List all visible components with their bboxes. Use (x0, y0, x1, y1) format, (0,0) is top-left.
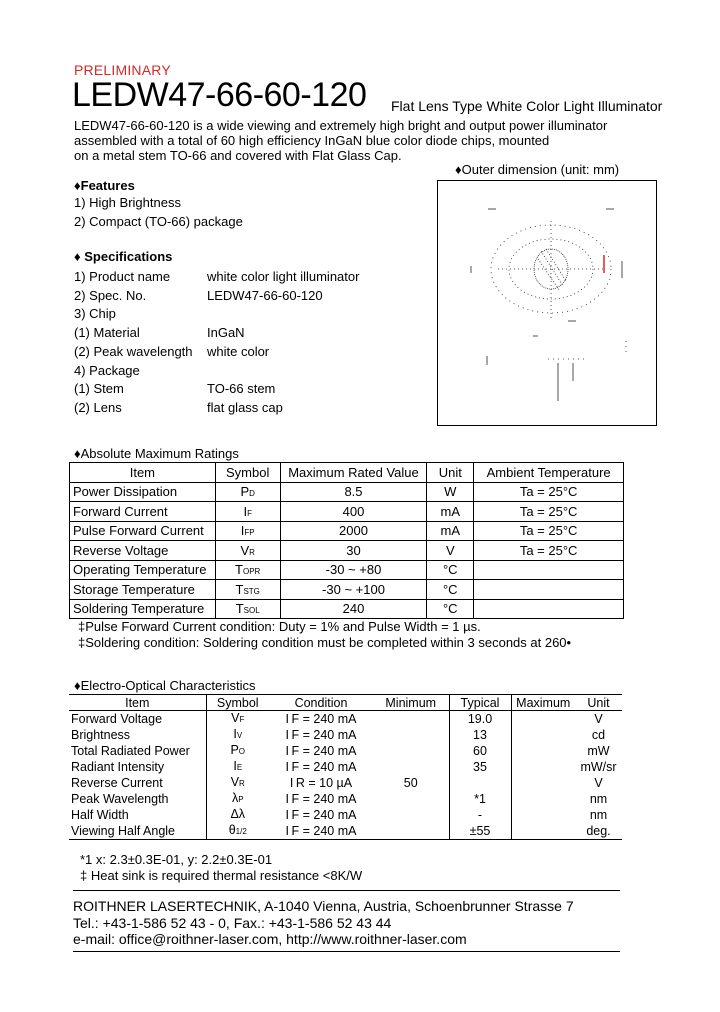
minimum-cell: 50 (403, 775, 418, 790)
symbol-main: λ (231, 791, 239, 805)
symbol-subscript: FP (244, 528, 255, 538)
value-cell: 2000 (280, 521, 427, 541)
unit-cell: °C (427, 560, 474, 580)
symbol-subscript: STG (243, 586, 260, 596)
column-header: Unit (575, 695, 622, 711)
typical-cell (449, 775, 511, 791)
typical-cell: ±55 (449, 823, 511, 840)
column-header: Ambient Temperature (474, 463, 624, 483)
maximum-cell (511, 807, 575, 823)
spec-label: (1) Material (74, 325, 140, 340)
column-header: Item (70, 463, 216, 483)
spec-label: 2) Spec. No. (74, 288, 147, 303)
item-cell: Total Radiated Power (71, 743, 190, 758)
table-row (69, 711, 622, 728)
column-header: Condition (269, 695, 373, 711)
table-row (70, 521, 624, 541)
electro-optical-note: ‡ Heat sink is required thermal resistance <8K/W (80, 868, 363, 883)
condition-cell: I F = 240 mA (285, 727, 357, 742)
dimension-heading: ♦Outer dimension (unit: mm) (455, 162, 620, 177)
spec-value: white color light illuminator (207, 269, 360, 284)
symbol-subscript: F (247, 508, 252, 518)
spec-label: (1) Stem (74, 381, 124, 396)
item-cell: Reverse Voltage (70, 541, 216, 561)
temperature-cell (474, 560, 624, 580)
condition-cell: I F = 240 mA (285, 791, 357, 806)
specifications-heading: ♦ Specifications (74, 249, 173, 264)
unit-cell: cd (591, 727, 606, 742)
symbol-cell (206, 743, 269, 759)
value-cell: 8.5 (280, 482, 427, 502)
intro-line: LEDW47-66-60-120 is a wide viewing and extremely high bright and output power illuminator (74, 118, 608, 133)
minimum-cell (373, 711, 449, 728)
spec-label: (2) Lens (74, 400, 122, 415)
item-cell: Reverse Current (71, 775, 163, 790)
symbol-main: I (233, 759, 237, 773)
value-cell: -30 ~ +100 (280, 580, 427, 600)
typical-cell: 60 (449, 743, 511, 759)
condition-cell: I R = 10 µA (289, 775, 353, 790)
symbol-main: P (230, 743, 239, 757)
symbol-subscript: 1/2 (235, 827, 247, 836)
symbol-cell (215, 521, 280, 541)
symbol-main: V (230, 775, 240, 789)
table-row (70, 482, 624, 502)
value-cell: -30 ~ +80 (280, 560, 427, 580)
spec-value: white color (207, 344, 270, 359)
condition-cell: I F = 240 mA (285, 807, 357, 822)
unit-cell: °C (427, 580, 474, 600)
electro-optical-note: *1 x: 2.3±0.3E-01, y: 2.2±0.3E-01 (80, 852, 273, 867)
dimension-drawing-svg (438, 181, 656, 425)
symbol-subscript: V (236, 731, 243, 740)
unit-cell: mW/sr (580, 759, 617, 774)
electro-optical-table (69, 694, 622, 840)
table-header-row (69, 695, 622, 711)
column-header: Minimum (373, 695, 449, 711)
unit-cell: mA (427, 521, 474, 541)
unit-cell: mW (587, 743, 610, 758)
spec-label: (2) Peak wavelength (74, 344, 193, 359)
symbol-cell (206, 823, 269, 840)
symbol-main: I (243, 503, 248, 519)
absolute-ratings-table (69, 462, 624, 619)
unit-cell: V (594, 775, 603, 790)
footer-contact: e-mail: office@roithner-laser.com, http://www.roithner-laser.com (73, 931, 467, 947)
table-row (70, 580, 624, 600)
symbol-cell (215, 482, 280, 502)
table-row (70, 541, 624, 561)
item-cell: Pulse Forward Current (70, 521, 216, 541)
temperature-cell: Ta = 25°C (474, 521, 624, 541)
table-row (69, 775, 622, 791)
item-cell: Forward Voltage (71, 711, 163, 726)
spec-value: flat glass cap (207, 400, 283, 415)
maximum-cell (511, 791, 575, 807)
table-row (69, 807, 622, 823)
table-row (69, 759, 622, 775)
spec-label: 4) Package (74, 363, 140, 378)
unit-cell: W (427, 482, 474, 502)
spec-label: 1) Product name (74, 269, 171, 284)
item-cell: Brightness (71, 727, 131, 742)
symbol-cell (206, 759, 269, 775)
minimum-cell (373, 823, 449, 840)
spec-value: LEDW47-66-60-120 (207, 288, 323, 303)
symbol-subscript: P (238, 795, 244, 804)
symbol-subscript: OPR (243, 567, 261, 577)
condition-cell: I F = 240 mA (285, 743, 357, 758)
symbol-subscript: R (249, 547, 255, 557)
maximum-cell (511, 711, 575, 728)
minimum-cell (373, 759, 449, 775)
condition-cell: I F = 240 mA (269, 823, 373, 840)
item-cell: Power Dissipation (70, 482, 216, 502)
intro-line: on a metal stem TO-66 and covered with Flat Glass Cap. (74, 148, 402, 163)
symbol-cell (206, 775, 269, 791)
typical-cell: - (449, 807, 511, 823)
spec-label: 3) Chip (74, 306, 116, 321)
minimum-cell (373, 791, 449, 807)
table-row (69, 823, 622, 840)
symbol-subscript: E (236, 763, 243, 772)
column-header: Typical (449, 695, 511, 711)
symbol-cell (215, 599, 280, 619)
column-header: Symbol (215, 463, 280, 483)
symbol-cell (215, 580, 280, 600)
column-header: Maximum Rated Value (280, 463, 427, 483)
table-row (70, 599, 624, 619)
unit-cell: °C (427, 599, 474, 619)
intro-line: assembled with a total of 60 high efficiency InGaN blue color diode chips, mounted (74, 133, 550, 148)
table-row (69, 791, 622, 807)
absolute-ratings-note: ‡Soldering condition: Soldering condition must be completed within 3 seconds at 260• (78, 635, 572, 650)
page-title: LEDW47-66-60-120 (72, 76, 367, 114)
unit-cell: V (594, 711, 603, 726)
electro-optical-heading: ♦Electro-Optical Characteristics (74, 678, 256, 693)
unit-cell: V (427, 541, 474, 561)
absolute-ratings-heading: ♦Absolute Maximum Ratings (74, 446, 239, 461)
symbol-cell (206, 807, 269, 823)
page-subtitle: Flat Lens Type White Color Light Illuminator (391, 98, 663, 114)
minimum-cell (373, 743, 449, 759)
item-cell: Radiant Intensity (71, 759, 165, 774)
maximum-cell (511, 743, 575, 759)
item-cell: Half Width (71, 807, 129, 822)
temperature-cell (474, 599, 624, 619)
symbol-subscript: R (239, 779, 245, 788)
temperature-cell: Ta = 25°C (474, 502, 624, 522)
maximum-cell (511, 759, 575, 775)
column-header: Symbol (206, 695, 269, 711)
symbol-cell (206, 711, 269, 728)
typical-cell: 35 (449, 759, 511, 775)
symbol-subscript: D (249, 489, 255, 499)
item-cell: Soldering Temperature (70, 599, 216, 619)
symbol-main: I (233, 727, 237, 741)
unit-cell: nm (589, 791, 608, 806)
preliminary-label: PRELIMINARY (74, 62, 171, 78)
temperature-cell: Ta = 25°C (474, 541, 624, 561)
temperature-cell (474, 580, 624, 600)
item-cell: Viewing Half Angle (69, 823, 206, 840)
symbol-main: V (240, 542, 250, 558)
item-cell: Forward Current (70, 502, 216, 522)
column-header: Unit (427, 463, 474, 483)
absolute-ratings-note: ‡Pulse Forward Current condition: Duty = 1% and Pulse Width = 1 µs. (78, 619, 481, 634)
symbol-main: T (235, 601, 244, 617)
feature-item: 1) High Brightness (74, 195, 181, 210)
item-cell: Operating Temperature (70, 560, 216, 580)
symbol-main: θ (228, 823, 236, 837)
table-row (69, 743, 622, 759)
column-header: Maximum (511, 695, 575, 711)
typical-cell: *1 (449, 791, 511, 807)
symbol-main: P (240, 484, 250, 500)
symbol-main: I (240, 523, 245, 539)
footer-phone: Tel.: +43-1-586 52 43 - 0, Fax.: +43-1-586 52 43 44 (73, 914, 392, 931)
table-row (70, 502, 624, 522)
symbol-main: T (235, 581, 244, 597)
symbol-cell (215, 560, 280, 580)
unit-cell: nm (589, 807, 608, 822)
unit-cell: mA (427, 502, 474, 522)
minimum-cell (373, 807, 449, 823)
typical-cell: 19.0 (449, 711, 511, 728)
maximum-cell (511, 727, 575, 743)
item-cell: Peak Wavelength (71, 791, 169, 806)
condition-cell: I F = 240 mA (285, 711, 357, 726)
company-footer (73, 890, 620, 952)
symbol-subscript: F (239, 715, 245, 724)
symbol-cell (215, 502, 280, 522)
spec-value: TO-66 stem (207, 381, 276, 396)
typical-cell: 13 (449, 727, 511, 743)
value-cell: 30 (280, 541, 427, 561)
dimension-drawing (437, 180, 657, 426)
symbol-cell (206, 791, 269, 807)
symbol-subscript: SOL (243, 606, 260, 616)
value-cell: 240 (280, 599, 427, 619)
temperature-cell: Ta = 25°C (474, 482, 624, 502)
unit-cell: deg. (575, 823, 622, 840)
symbol-main: T (235, 562, 243, 578)
column-header: Item (69, 695, 206, 711)
item-cell: Storage Temperature (70, 580, 216, 600)
symbol-cell (215, 541, 280, 561)
table-header-row (70, 463, 624, 483)
symbol-main: V (231, 711, 240, 725)
intro-paragraph (74, 118, 607, 163)
spec-value: InGaN (207, 325, 245, 340)
minimum-cell (373, 727, 449, 743)
feature-item: 2) Compact (TO-66) package (74, 214, 243, 229)
symbol-cell (206, 727, 269, 743)
maximum-cell (511, 823, 575, 840)
table-row (70, 560, 624, 580)
condition-cell: I F = 240 mA (285, 759, 357, 774)
table-row (69, 727, 622, 743)
maximum-cell (511, 775, 575, 791)
value-cell: 400 (280, 502, 427, 522)
symbol-subscript: O (238, 747, 246, 756)
features-heading: ♦Features (74, 178, 135, 193)
symbol-main: Δλ (230, 807, 246, 821)
footer-address: ROITHNER LASERTECHNIK, A-1040 Vienna, Austria, Schoenbrunner Strasse 7 (73, 898, 578, 914)
